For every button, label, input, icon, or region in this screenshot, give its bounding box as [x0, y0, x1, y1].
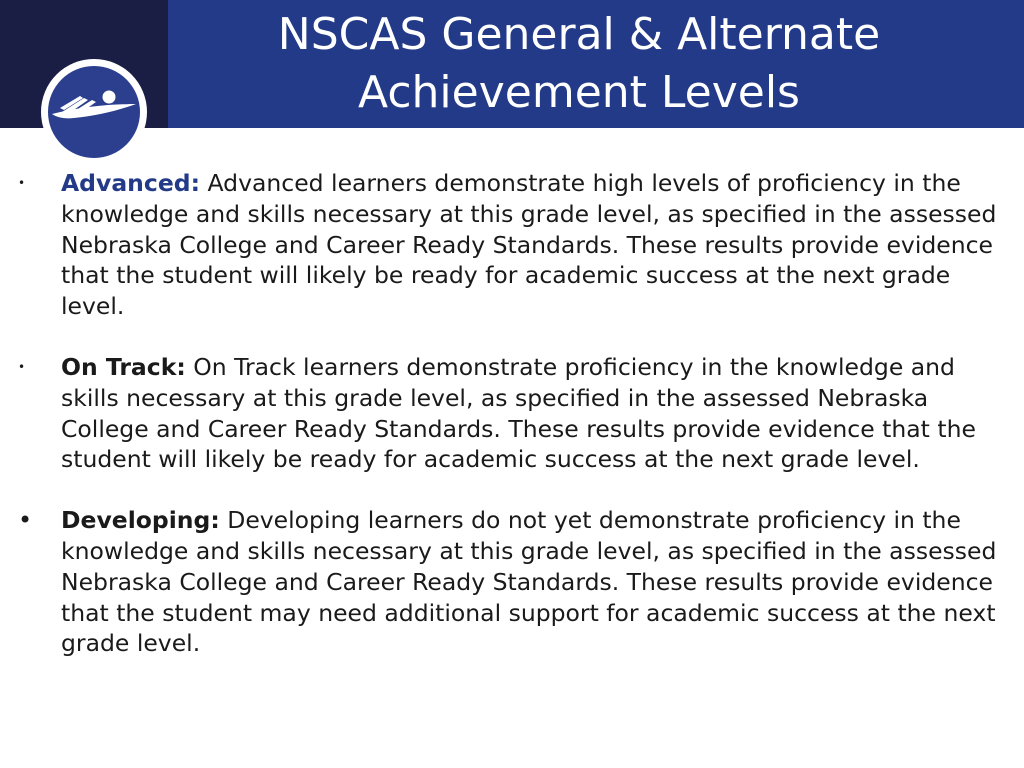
bullet-marker: •: [18, 359, 26, 374]
bullet-developing: [0, 505, 1024, 659]
bullet-on-track: [0, 352, 1024, 475]
slide-title: [176, 6, 982, 122]
bullet-advanced: [0, 168, 1024, 322]
term-on-track: On Track:: [61, 352, 186, 381]
description-developing: Developing learners do not yet demonstrate proficiency in the knowledge and skills necessary at this grade level, as specified in the assessed Nebraska College and Career Ready Standards. These results provide evidence that the student may need additional support for academic success at the next grade level.: [61, 506, 997, 658]
achievement-levels-list: [0, 168, 1024, 659]
bullet-marker: •: [18, 176, 26, 190]
bullet-marker: •: [18, 506, 33, 535]
slide-title-line-1: NSCAS General & Alternate: [277, 9, 881, 60]
nebraska-education-logo-icon: [40, 58, 148, 166]
title-banner: [0, 0, 1024, 128]
description-on-track: On Track learners demonstrate proficiency in the knowledge and skills necessary at this grade level, as specified in the assessed Nebraska College and Career Ready Standards. These results provide evidence that the student will likely be ready for academic success at the next grade level.: [61, 352, 976, 474]
term-developing: Developing:: [61, 506, 220, 535]
slide-title-line-2: Achievement Levels: [358, 67, 800, 118]
description-advanced: Advanced learners demonstrate high levels of proficiency in the knowledge and skills necessary at this grade level, as specified in the assessed Nebraska College and Career Ready Standards. These results provide evidence that the student will likely be ready for academic success at the next grade level.: [61, 169, 997, 321]
term-advanced: Advanced:: [61, 169, 201, 197]
